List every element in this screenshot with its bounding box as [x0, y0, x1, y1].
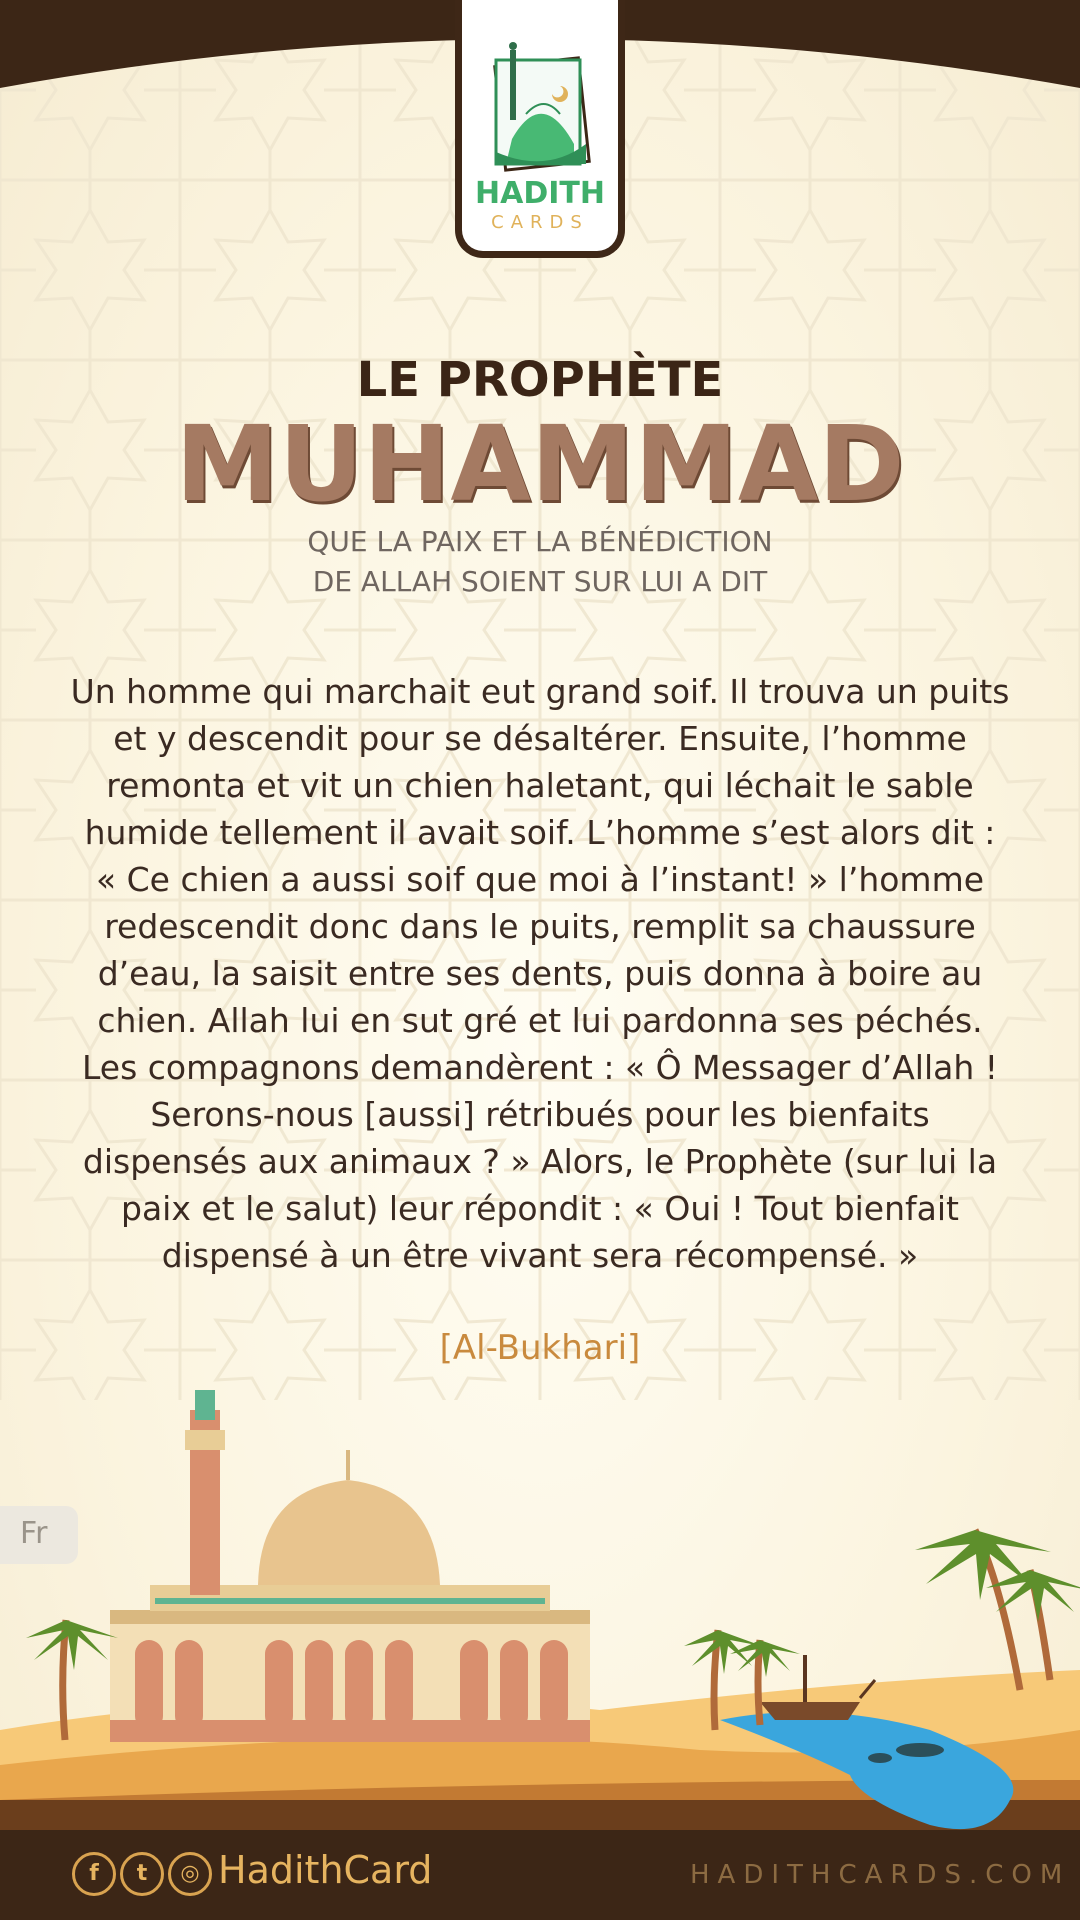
hadith-text: Un homme qui marchait eut grand soif. Il trouva un puits et y descendit pour se désaltérer. Ensuite, l’homme remonta et vit un chien haletant, qui léchait le sable humide tellement il avait soif. L’homme s’est alors dit : « Ce chien a aussi soif que moi à l’instant! » l’homme redescendit donc dans le puits, remplit sa chaussure d’eau, la saisit entre ses dents, puis donna à boire au chien. Allah lui en sut gré et lui pardonna ses péchés. Les compagnons demandèrent : « Ô Messager d’Allah ! Serons-nous [aussi] rétribués pour les bienfaits dispensés aux animaux ? » Alors, le Prophète (sur lui la paix et le salut) leur répondit : « Oui ! Tout bienfait dispensé à un être vivant sera récompensé. »	[70, 672, 1010, 1275]
subtitle	[0, 522, 1080, 602]
twitter-icon[interactable]: t	[120, 1852, 164, 1896]
title-line-prophete: LE PROPHÈTE	[356, 352, 724, 408]
facebook-icon[interactable]: f	[72, 1852, 116, 1896]
logo-badge	[455, 0, 625, 258]
logo-word-cards: CARDS	[491, 212, 589, 233]
mosque-dome-icon	[486, 34, 596, 174]
logo-word-hadith: HADITH	[475, 176, 605, 211]
language-label: Fr	[20, 1516, 48, 1551]
instagram-icon[interactable]: ◎	[168, 1852, 212, 1896]
mosque-desert-illustration	[0, 1380, 1080, 1830]
subtitle-line-1: QUE LA PAIX ET LA BÉNÉDICTION	[307, 525, 773, 558]
social-handle[interactable]: HadithCard	[218, 1848, 433, 1892]
website-link[interactable]: HADITHCARDS.COM	[690, 1860, 1071, 1890]
subtitle-line-2: DE ALLAH SOIENT SUR LUI A DIT	[312, 565, 768, 598]
hadith-source: [Al-Bukhari]	[439, 1328, 641, 1368]
title-line-muhammad: MUHAMMAD	[175, 403, 905, 525]
